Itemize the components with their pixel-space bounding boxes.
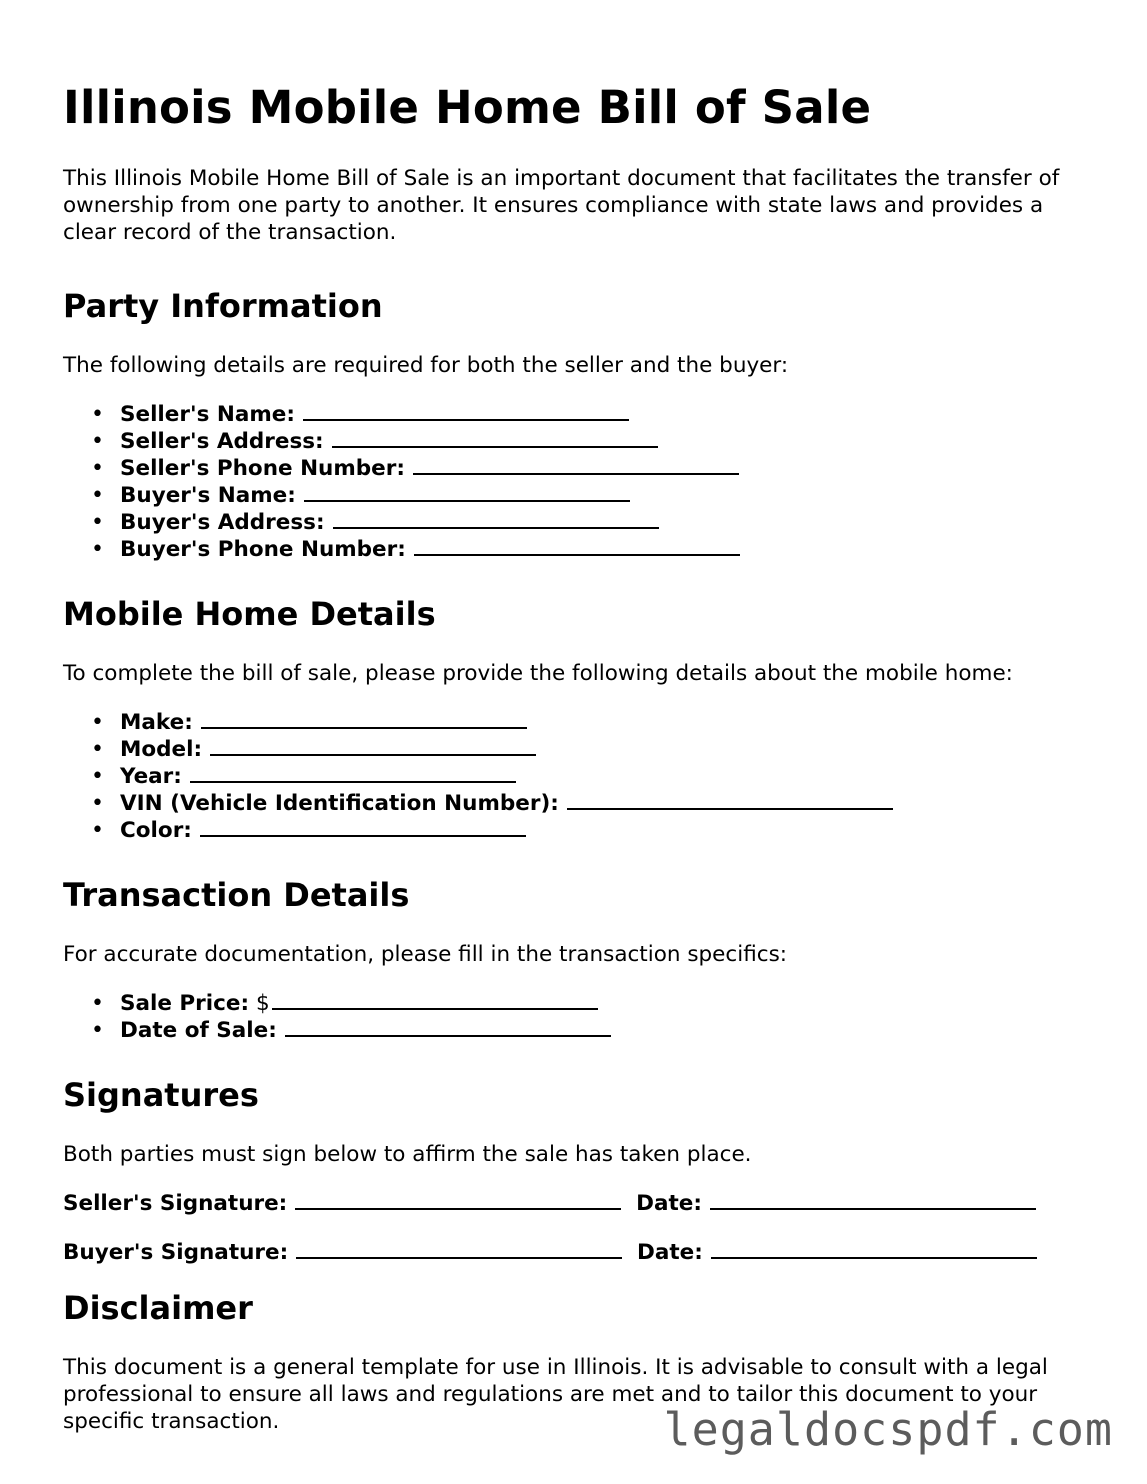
buyer-name-field[interactable] bbox=[304, 482, 630, 502]
signatures-text: Both parties must sign below to affirm the sale has taken place. bbox=[63, 1142, 752, 1167]
model-field[interactable] bbox=[210, 736, 536, 756]
disclaimer-heading: Disclaimer bbox=[63, 1289, 253, 1327]
party-heading: Party Information bbox=[63, 287, 383, 325]
seller-date-field[interactable] bbox=[710, 1190, 1036, 1210]
intro-paragraph: This Illinois Mobile Home Bill of Sale is an important document that facilitates the transfer of ownership from one party to another. It ensures compliance with state laws and provides a clear record of the transaction. bbox=[63, 166, 1060, 245]
list-item: • Seller's Phone Number: bbox=[63, 455, 1093, 482]
list-item: • Date of Sale: bbox=[63, 1017, 1093, 1044]
home-list bbox=[63, 709, 1093, 844]
list-item: • Color: bbox=[63, 817, 1093, 844]
currency-symbol: $ bbox=[255, 991, 270, 1016]
list-item: • Buyer's Name: bbox=[63, 482, 1093, 509]
seller-address-field[interactable] bbox=[332, 428, 658, 448]
buyer-phone-field[interactable] bbox=[414, 536, 740, 556]
transaction-list bbox=[63, 990, 1093, 1044]
sale-price-field[interactable] bbox=[272, 990, 598, 1010]
transaction-heading: Transaction Details bbox=[63, 876, 410, 914]
signatures-heading: Signatures bbox=[63, 1076, 259, 1114]
seller-name-field[interactable] bbox=[303, 401, 629, 421]
list-item: • Buyer's Address: bbox=[63, 509, 1093, 536]
sale-date-field[interactable] bbox=[285, 1017, 611, 1037]
home-heading: Mobile Home Details bbox=[63, 595, 436, 633]
list-item: • Seller's Address: bbox=[63, 428, 1093, 455]
disclaimer-text: This document is a general template for use in Illinois. It is advisable to consult with a legal professional to ensure all laws and regulations are met and to tailor this document to your specific transaction. bbox=[63, 1355, 1048, 1434]
list-item: • Buyer's Phone Number: bbox=[63, 536, 1093, 563]
party-text: The following details are required for both the seller and the buyer: bbox=[63, 353, 789, 378]
list-item: • VIN (Vehicle Identification Number): bbox=[63, 790, 1093, 817]
buyer-address-field[interactable] bbox=[333, 509, 659, 529]
buyer-date-field[interactable] bbox=[711, 1239, 1037, 1259]
page-title: Illinois Mobile Home Bill of Sale bbox=[63, 81, 872, 134]
year-field[interactable] bbox=[190, 763, 516, 783]
seller-phone-field[interactable] bbox=[413, 455, 739, 475]
seller-signature-field[interactable] bbox=[295, 1190, 621, 1210]
transaction-text: For accurate documentation, please fill in the transaction specifics: bbox=[63, 942, 788, 967]
seller-signature-row: Seller's Signature: Date: bbox=[63, 1190, 1093, 1217]
document bbox=[63, 78, 1093, 1457]
buyer-signature-row: Buyer's Signature: Date: bbox=[63, 1239, 1093, 1266]
buyer-signature-field[interactable] bbox=[296, 1239, 622, 1259]
list-item: • Model: bbox=[63, 736, 1093, 763]
party-list bbox=[63, 401, 1093, 563]
list-item: • Year: bbox=[63, 763, 1093, 790]
list-item: • Make: bbox=[63, 709, 1093, 736]
color-field[interactable] bbox=[200, 817, 526, 837]
list-item: • Sale Price: $ bbox=[63, 990, 1093, 1017]
list-item: • Seller's Name: bbox=[63, 401, 1093, 428]
vin-field[interactable] bbox=[567, 790, 893, 810]
home-text: To complete the bill of sale, please provide the following details about the mobile home: bbox=[63, 661, 1013, 686]
make-field[interactable] bbox=[201, 709, 527, 729]
watermark-text: legaldocspdf.com bbox=[663, 1403, 1113, 1456]
